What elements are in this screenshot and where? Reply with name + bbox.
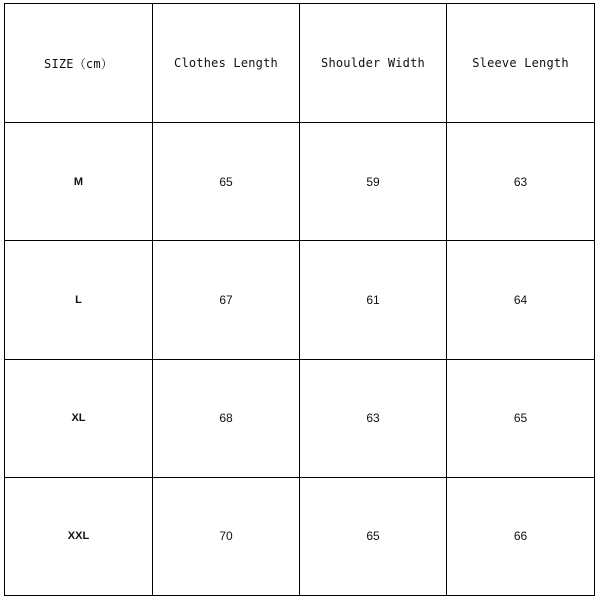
table-header-row	[5, 4, 595, 123]
header-size: SIZE（cm）	[5, 4, 153, 123]
shoulder-width-cell: 61	[300, 241, 447, 359]
clothes-length-cell: 68	[153, 359, 300, 477]
sleeve-length-cell: 65	[447, 359, 595, 477]
shoulder-width-cell: 65	[300, 477, 447, 595]
size-cell: XXL	[5, 477, 153, 595]
clothes-length-cell: 67	[153, 241, 300, 359]
table-row	[5, 123, 595, 241]
size-chart-table	[4, 3, 595, 596]
size-cell: XL	[5, 359, 153, 477]
header-sleeve-length: Sleeve Length	[447, 4, 595, 123]
table-row	[5, 241, 595, 359]
shoulder-width-cell: 63	[300, 359, 447, 477]
sleeve-length-cell: 66	[447, 477, 595, 595]
size-cell: M	[5, 123, 153, 241]
header-shoulder-width: Shoulder Width	[300, 4, 447, 123]
table-row	[5, 359, 595, 477]
size-cell: L	[5, 241, 153, 359]
sleeve-length-cell: 64	[447, 241, 595, 359]
shoulder-width-cell: 59	[300, 123, 447, 241]
clothes-length-cell: 65	[153, 123, 300, 241]
clothes-length-cell: 70	[153, 477, 300, 595]
header-clothes-length: Clothes Length	[153, 4, 300, 123]
table-row	[5, 477, 595, 595]
sleeve-length-cell: 63	[447, 123, 595, 241]
